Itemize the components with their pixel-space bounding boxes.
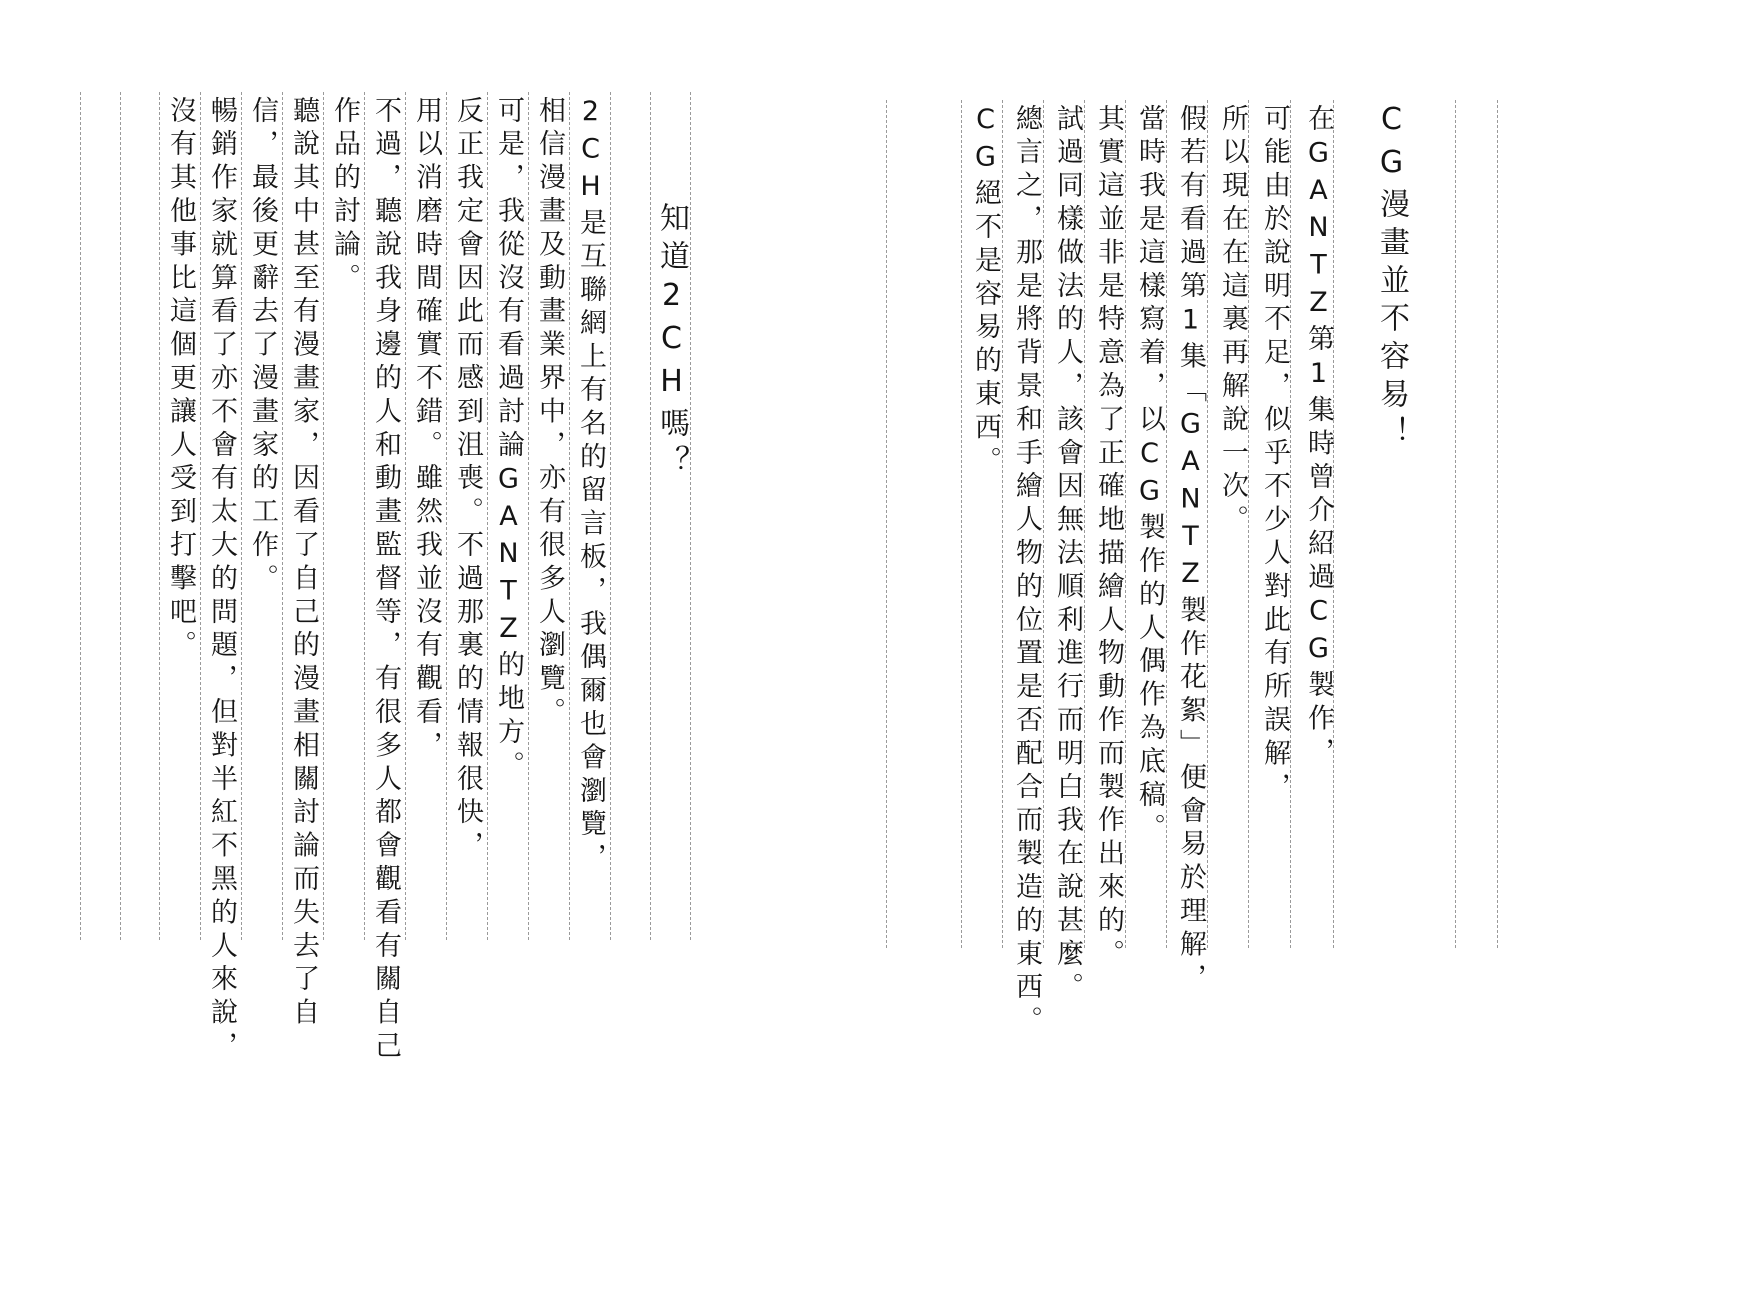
- text-line: 作品的討論。: [329, 96, 360, 297]
- text-line: 假若有看過第1集「GANTZ製作花絮」便會易於理解，: [1175, 104, 1206, 997]
- text-line: 總言之，那是將背景和手繪人物的位置是否配合而製造的東西。: [1011, 104, 1042, 1040]
- section-title: CG漫畫並不容易！: [1374, 102, 1409, 454]
- text-line: 暢銷作家就算看了亦不會有太大的問題，但對半紅不黑的人來說，: [206, 96, 237, 1065]
- text-line: 用以消磨時間確實不錯。雖然我並沒有觀看，: [411, 96, 442, 764]
- ruled-line: [80, 92, 81, 940]
- section-title: 知道2CH嗎？: [654, 202, 689, 483]
- text-line: 2CH是互聯網上有名的留言板，我偶爾也會瀏覽，: [575, 96, 606, 877]
- ruled-line: [120, 92, 121, 940]
- ruled-line: [961, 100, 962, 948]
- text-line: 可是，我從沒有看過討論GANTZ的地方。: [493, 96, 524, 784]
- text-line: 沒有其他事比這個更讓人受到打擊吧。: [165, 96, 196, 664]
- text-line: 可能由於說明不足，似乎不少人對此有所誤解，: [1259, 104, 1290, 806]
- ruled-line: [159, 92, 160, 940]
- text-line: 所以現在在這裏再解說一次。: [1217, 104, 1248, 539]
- text-line: 其實這並非是特意為了正確地描繪人物動作而製作出來的。: [1093, 104, 1124, 973]
- ruled-line: [1497, 100, 1498, 948]
- text-line: 不過，聽說我身邊的人和動畫監督等，有很多人都會觀看有關自己: [370, 96, 401, 1065]
- text-line: CG絕不是容易的東西。: [970, 104, 1001, 480]
- text-line: 試過同樣做法的人，該會因無法順利進行而明白我在說甚麼。: [1052, 104, 1083, 1006]
- ruled-line: [1455, 100, 1456, 948]
- ruled-line: [886, 100, 887, 948]
- text-line: 反正我定會因此而感到沮喪。不過那裏的情報很快，: [452, 96, 483, 865]
- text-line: 聽說其中甚至有漫畫家，因看了自己的漫畫相關討論而失去了自: [288, 96, 319, 1032]
- text-line: 當時我是這樣寫着，以CG製作的人偶作為底稿。: [1134, 104, 1165, 847]
- right-page: [878, 0, 1756, 1289]
- text-line: 相信漫畫及動畫業界中，亦有很多人瀏覽。: [534, 96, 565, 731]
- text-line: 在GANTZ第1集時曾介紹過CG製作，: [1303, 104, 1334, 771]
- text-line: 信，最後更辭去了漫畫家的工作。: [247, 96, 278, 597]
